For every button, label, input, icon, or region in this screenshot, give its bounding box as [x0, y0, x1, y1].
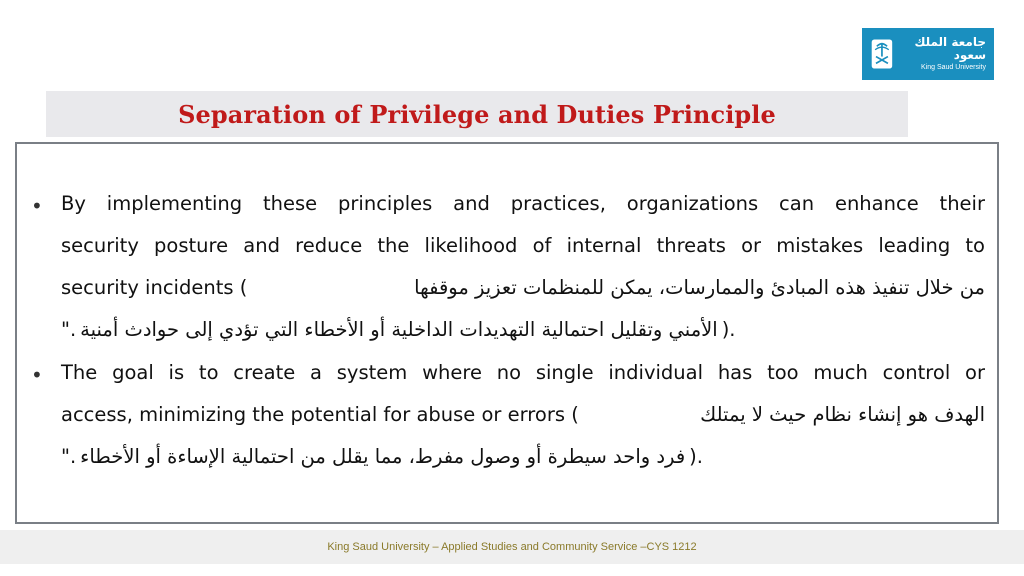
- logo-text: [894, 36, 986, 72]
- bullet-2-line-2: [61, 402, 985, 428]
- bullet-1-line-4-quote: ".: [61, 318, 77, 341]
- bullet-marker: •: [31, 194, 43, 218]
- footer-text: King Saud University – Applied Studies and Community Service –CYS 1212: [327, 541, 697, 553]
- bullet-1-line-1: By implementing these principles and practices, organizations can enhance their: [61, 192, 985, 215]
- bullet-1-line-2: security posture and reduce the likelihood of internal threats or mistakes leading to: [61, 234, 985, 257]
- university-logo: [862, 28, 994, 80]
- title-bar: [46, 91, 908, 137]
- bullet-2-line-2-arabic: الهدف هو إنشاء نظام حيث لا يمتلك: [700, 403, 985, 426]
- bullet-2-line-1: The goal is to create a system where no single individual has too much control or: [61, 361, 985, 384]
- bullet-2-line-3: [61, 444, 985, 470]
- bullet-1-line-3: [61, 275, 985, 301]
- bullet-1-line-3-english: security incidents (: [61, 276, 248, 299]
- bullet-2-line-3-close: ).: [689, 445, 703, 468]
- slide-title: Separation of Privilege and Duties Principle: [178, 99, 776, 129]
- bullet-1-line-4-arabic: الأمني وتقليل احتمالية التهديدات الداخلية أو الأخطاء التي تؤدي إلى حوادث أمنية: [80, 318, 718, 341]
- bullet-1-line-4-close: ).: [721, 318, 736, 341]
- bullet-marker: •: [31, 363, 43, 387]
- bullet-2-line-3-quote: ".: [61, 445, 77, 468]
- bullet-1-line-4: [61, 317, 985, 343]
- bullet-1-line-3-arabic: من خلال تنفيذ هذه المبادئ والممارسات، يمكن للمنظمات تعزيز موقفها: [414, 276, 985, 299]
- logo-arabic-name: جامعة الملك سعود: [914, 34, 986, 63]
- bullet-2-line-2-english: access, minimizing the potential for abuse or errors (: [61, 403, 579, 426]
- footer: [0, 530, 1024, 564]
- content-box: [15, 142, 999, 524]
- logo-english-name: King Saud University: [921, 64, 986, 72]
- bullet-2-line-3-arabic: فرد واحد سيطرة أو وصول مفرط، مما يقلل من احتمالية الإساءة أو الأخطاء: [80, 445, 686, 468]
- palm-swords-emblem-icon: [870, 35, 894, 73]
